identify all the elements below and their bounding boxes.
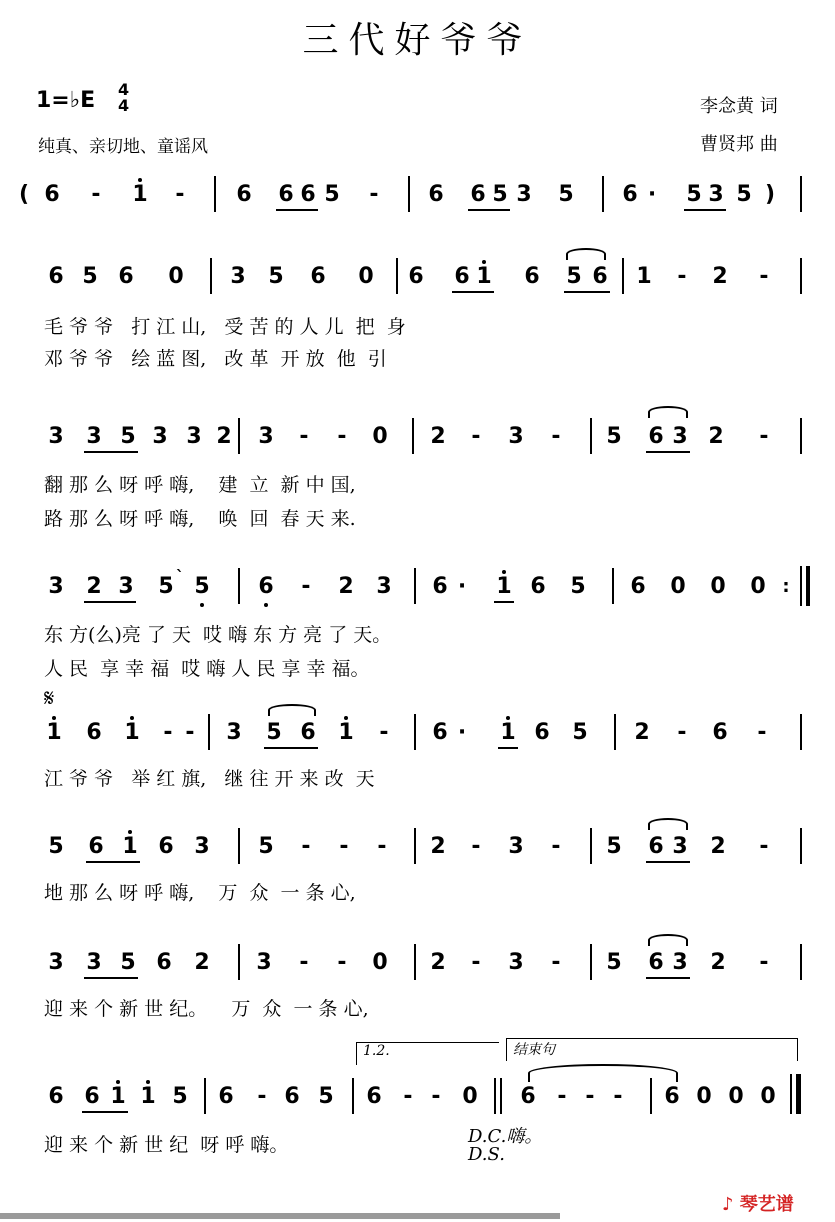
style-text: 纯真、亲切地、童谣风	[38, 137, 208, 157]
underline	[264, 747, 318, 749]
barline	[602, 176, 604, 212]
barline	[622, 258, 624, 294]
dash: -	[471, 834, 481, 859]
dash: -	[301, 834, 311, 859]
logo-icon: ♪	[722, 1194, 734, 1215]
aug-dot: ·	[457, 574, 467, 599]
lyric-line: 毛 爷 爷 打 江 山, 受 苦 的 人 儿 把 身	[44, 316, 406, 338]
note: 0	[372, 424, 388, 449]
slur	[648, 818, 688, 830]
note: 6	[236, 182, 252, 207]
note: 5	[120, 950, 136, 975]
key-text: 1=♭E	[36, 88, 96, 113]
note: 0	[372, 950, 388, 975]
dash: -	[677, 720, 687, 745]
dash: -	[369, 182, 379, 207]
aug-dot: ·	[647, 182, 657, 207]
note: 6	[712, 720, 728, 745]
repeat-dots: :	[782, 576, 790, 597]
note: 2	[710, 950, 726, 975]
lyric-line: 路 那 么 呀 呼 嗨, 唤 回 春 天 来.	[44, 508, 356, 530]
octave-dot	[264, 603, 268, 607]
note: 6	[428, 182, 444, 207]
note: 0	[462, 1084, 478, 1109]
dash: -	[403, 1084, 413, 1109]
dash: -	[185, 720, 195, 745]
dash: -	[471, 950, 481, 975]
note: 5	[736, 182, 752, 207]
note: 3	[708, 182, 724, 207]
barline	[412, 418, 414, 454]
barline	[238, 944, 240, 980]
note: 2	[708, 424, 724, 449]
paren-open: (	[18, 182, 30, 207]
note: 1	[500, 720, 516, 745]
octave-dot	[128, 830, 132, 834]
note: 6	[592, 264, 608, 289]
note: 6	[664, 1084, 680, 1109]
note: 5	[606, 834, 622, 859]
dash: -	[759, 264, 769, 289]
octave-dot	[344, 716, 348, 720]
barline	[800, 566, 802, 606]
note: 3	[152, 424, 168, 449]
note: 3	[376, 574, 392, 599]
underline	[498, 747, 518, 749]
note: 5	[606, 424, 622, 449]
note: 3	[230, 264, 246, 289]
note: 5	[606, 950, 622, 975]
lyric-line: 江 爷 爷 举 红 旗, 继 往 开 来 改 天	[44, 768, 375, 790]
barline	[210, 258, 212, 294]
barline	[204, 1078, 206, 1114]
dash: -	[557, 1084, 567, 1109]
barline	[414, 714, 416, 750]
dash: -	[337, 424, 347, 449]
barline	[500, 1078, 502, 1114]
barline	[790, 1074, 792, 1114]
note: 1	[46, 720, 62, 745]
note: 3	[186, 424, 202, 449]
note: 6	[278, 182, 294, 207]
note: 6	[300, 720, 316, 745]
note: 5	[266, 720, 282, 745]
note: 2	[430, 950, 446, 975]
note: 5	[158, 574, 174, 599]
note: 2	[430, 424, 446, 449]
dash: -	[759, 424, 769, 449]
dash: -	[759, 834, 769, 859]
note: 3	[672, 950, 688, 975]
dash: -	[377, 834, 387, 859]
note: 5	[566, 264, 582, 289]
dash: -	[163, 720, 173, 745]
dash: -	[613, 1084, 623, 1109]
barline	[800, 714, 802, 750]
note: 5	[268, 264, 284, 289]
note: 3	[48, 950, 64, 975]
note: 2	[216, 424, 232, 449]
note: 0	[358, 264, 374, 289]
dash: -	[431, 1084, 441, 1109]
note: 6	[530, 574, 546, 599]
underline	[646, 451, 690, 453]
song-title: 三代好爷爷	[302, 20, 533, 61]
barline	[590, 944, 592, 980]
note: 6	[218, 1084, 234, 1109]
note: 0	[168, 264, 184, 289]
barline	[414, 568, 416, 604]
note: 6	[470, 182, 486, 207]
note: 6	[648, 424, 664, 449]
octave-dot	[138, 178, 142, 182]
underline	[84, 451, 138, 453]
note: 1	[124, 720, 140, 745]
lyric-line: 邓 爷 爷 绘 蓝 图, 改 革 开 放 他 引	[44, 348, 387, 370]
barline	[590, 828, 592, 864]
underline	[564, 291, 610, 293]
note: 6	[454, 264, 470, 289]
note: 6	[648, 950, 664, 975]
note: 3	[258, 424, 274, 449]
note: 5	[120, 424, 136, 449]
barline	[408, 176, 410, 212]
note: 5	[686, 182, 702, 207]
note: 5	[194, 574, 210, 599]
slur	[648, 934, 688, 946]
note: 6	[158, 834, 174, 859]
note: 6	[630, 574, 646, 599]
time-top: 4	[118, 80, 130, 99]
note: 6	[284, 1084, 300, 1109]
note: 0	[760, 1084, 776, 1109]
barline	[650, 1078, 652, 1114]
dash: -	[757, 720, 767, 745]
barline	[800, 944, 802, 980]
note: 3	[672, 424, 688, 449]
barline	[208, 714, 210, 750]
note: 3	[508, 424, 524, 449]
note: 3	[508, 950, 524, 975]
note: 6	[524, 264, 540, 289]
note: 6	[156, 950, 172, 975]
note: 2	[712, 264, 728, 289]
paren-close: )	[764, 182, 776, 207]
barline	[214, 176, 216, 212]
underline	[84, 977, 138, 979]
note: 6	[44, 182, 60, 207]
note: 6	[520, 1084, 536, 1109]
volta-ending: 结束句	[506, 1038, 798, 1061]
underline	[276, 209, 318, 211]
note: 1	[496, 574, 512, 599]
note: 6	[88, 834, 104, 859]
note: 3	[86, 424, 102, 449]
note: 6	[118, 264, 134, 289]
dash: -	[471, 424, 481, 449]
note: 6	[432, 720, 448, 745]
note: 1	[636, 264, 652, 289]
note: 1	[140, 1084, 156, 1109]
underline	[468, 209, 510, 211]
barline	[800, 418, 802, 454]
note: 3	[516, 182, 532, 207]
dash: -	[175, 182, 185, 207]
lyric-line: 人 民 享 幸 福 哎 嗨 人 民 享 幸 福。	[44, 658, 370, 680]
note: 5	[492, 182, 508, 207]
octave-dot	[506, 716, 510, 720]
lyric-line: 迎 来 个 新 世 纪。 万 众 一 条 心,	[44, 998, 369, 1020]
note: 2	[338, 574, 354, 599]
barline	[800, 176, 802, 212]
watermark-text: 琴艺谱	[739, 1194, 794, 1215]
aug-dot: ·	[457, 720, 467, 745]
note: 6	[84, 1084, 100, 1109]
tie	[528, 1064, 678, 1082]
dash: -	[379, 720, 389, 745]
note: 6	[648, 834, 664, 859]
note: 6	[432, 574, 448, 599]
note: 2	[86, 574, 102, 599]
barline	[800, 828, 802, 864]
barline	[612, 568, 614, 604]
underline	[646, 861, 690, 863]
dash: -	[759, 950, 769, 975]
note: 5	[172, 1084, 188, 1109]
dc-marking: D.C.嗨。	[468, 1126, 543, 1147]
note: 1	[122, 834, 138, 859]
note: 6	[366, 1084, 382, 1109]
segno-icon: 𝄋	[44, 684, 55, 712]
note: 0	[710, 574, 726, 599]
barline	[614, 714, 616, 750]
dash: -	[91, 182, 101, 207]
note: 6	[534, 720, 550, 745]
ds-marking: D.S.	[468, 1144, 505, 1165]
note: 5	[324, 182, 340, 207]
note: 2	[430, 834, 446, 859]
lyric-line: 东 方(么)亮 了 天 哎 嗨 东 方 亮 了 天。	[44, 624, 392, 646]
note: 3	[48, 424, 64, 449]
composer-credit: 曹贤邦 曲	[700, 134, 778, 155]
barline	[352, 1078, 354, 1114]
note: 3	[48, 574, 64, 599]
barline	[494, 1078, 496, 1114]
note: 5	[558, 182, 574, 207]
underline	[494, 601, 514, 603]
note: 5	[570, 574, 586, 599]
note: 6	[300, 182, 316, 207]
note: 2	[194, 950, 210, 975]
note: 6	[86, 720, 102, 745]
barline	[800, 258, 802, 294]
octave-dot	[130, 716, 134, 720]
note: 1	[132, 182, 148, 207]
dash: -	[551, 950, 561, 975]
note: 3	[508, 834, 524, 859]
barline	[238, 828, 240, 864]
note: 3	[194, 834, 210, 859]
underline	[84, 601, 136, 603]
octave-dot	[482, 260, 486, 264]
note: 5	[82, 264, 98, 289]
dash: -	[299, 424, 309, 449]
dash: -	[337, 950, 347, 975]
note: 6	[258, 574, 274, 599]
underline	[452, 291, 494, 293]
dash: -	[551, 424, 561, 449]
time-signature	[118, 82, 129, 114]
note: 2	[634, 720, 650, 745]
note: 3	[86, 950, 102, 975]
dash: -	[551, 834, 561, 859]
slur	[648, 406, 688, 418]
slur	[566, 248, 606, 260]
note: 0	[750, 574, 766, 599]
note: 3	[672, 834, 688, 859]
key-signature	[36, 80, 130, 115]
underline	[684, 209, 726, 211]
barline-thick	[806, 566, 810, 606]
volta-first: 1.2.	[356, 1042, 499, 1065]
note: 5	[318, 1084, 334, 1109]
octave-dot	[200, 603, 204, 607]
dash: -	[585, 1084, 595, 1109]
note: 6	[48, 264, 64, 289]
barline	[414, 828, 416, 864]
note: 3	[226, 720, 242, 745]
lyric-line: 地 那 么 呀 呼 嗨, 万 众 一 条 心,	[44, 882, 356, 904]
watermark-logo	[722, 1190, 794, 1216]
barline	[396, 258, 398, 294]
note: 1	[476, 264, 492, 289]
dash: -	[339, 834, 349, 859]
note: 0	[670, 574, 686, 599]
note: 6	[408, 264, 424, 289]
dash: -	[257, 1084, 267, 1109]
lyricist-credit: 李念黄 词	[700, 96, 778, 117]
note: 1	[338, 720, 354, 745]
barline	[238, 418, 240, 454]
dash: -	[677, 264, 687, 289]
time-bottom: 4	[118, 96, 130, 115]
slur	[268, 704, 316, 716]
dash: -	[301, 574, 311, 599]
note: 3	[256, 950, 272, 975]
octave-dot	[52, 716, 56, 720]
octave-dot	[502, 570, 506, 574]
barline	[414, 944, 416, 980]
note: 6	[622, 182, 638, 207]
note: 5	[258, 834, 274, 859]
note: 5	[48, 834, 64, 859]
barline	[238, 568, 240, 604]
bottom-edge	[0, 1213, 560, 1219]
note: 6	[48, 1084, 64, 1109]
octave-dot	[146, 1080, 150, 1084]
dash: -	[299, 950, 309, 975]
underline	[646, 977, 690, 979]
barline	[590, 418, 592, 454]
note: 5	[572, 720, 588, 745]
lyric-line: 迎 来 个 新 世 纪 呀 呼 嗨。	[44, 1134, 289, 1156]
barline-final	[796, 1074, 801, 1114]
octave-dot	[116, 1080, 120, 1084]
note: 3	[118, 574, 134, 599]
note: 1	[110, 1084, 126, 1109]
note: 0	[728, 1084, 744, 1109]
note: 0	[696, 1084, 712, 1109]
underline	[82, 1111, 128, 1113]
note: 6	[310, 264, 326, 289]
note: 2	[710, 834, 726, 859]
underline	[86, 861, 140, 863]
grace-mark: `	[176, 567, 184, 586]
lyric-line: 翻 那 么 呀 呼 嗨, 建 立 新 中 国,	[44, 474, 356, 496]
